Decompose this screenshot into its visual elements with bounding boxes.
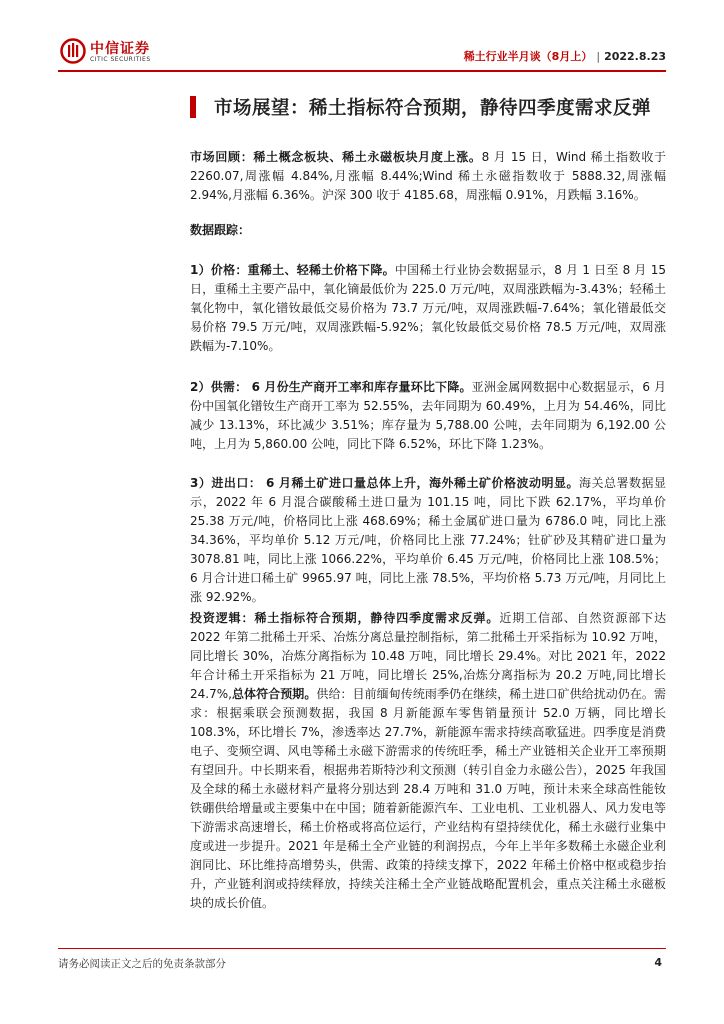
- supply-demand-body: 亚洲金属网数据中心数据显示，6 月份中国氧化镨钕生产商开工率为 52.55%，去年同期为 60.49%，上月为 54.46%，同比减少 13.13%，环比减少 3.51%；库存量为 5,788.00 公吨，去年同期为 6,192.00 公吨，上月为 5,860.00 公吨，同比下降 6.52%，环比下降 1.23%。: [190, 380, 667, 451]
- header-separator: |: [596, 50, 601, 63]
- report-date: 2022.8.23: [604, 50, 666, 63]
- footer-divider: [58, 948, 666, 949]
- disclaimer-note: 请务必阅读正文之后的免责条款部分: [58, 958, 226, 970]
- market-review-lead: 市场回顾：稀土概念板块、稀土永磁板块月度上涨。: [190, 150, 482, 164]
- logo-english-name: CITIC SECURITIES: [90, 56, 151, 63]
- header-info: [464, 48, 666, 64]
- investment-logic-body-2: 供给：目前缅甸传统雨季仍在继续，稀土进口矿供给扰动仍在。需求：根据乘联会预测数据，我国 8 月新能源车零售销量预计 52.0 万辆，同比增长 108.3%，环比增长 7%，渗透率达 27.7%，新能源车需求持续高歌猛进。四季度是消费电子、变频空调、风电等稀土永磁下游需求的传统旺季，稀土产业链相关企业开工率预期有望回升。中长期来看，根据弗若斯特沙利文预测（转引自金力永磁公告），2025 年我国及全球的稀土永磁材料产量将分别达到 28.4 万吨和 31.0 万吨，预计未来全球高性能钕铁硼供给增量或主要集中在中国；随着新能源汽车、工业电机、工业机器人、风力发电等下游需求高速增长，稀土价格或将高位运行，产业结构有望持续优化，稀土永磁行业集中度或进一步提升。2021 年是稀土全产业链的利润拐点，今年上半年多数稀土永磁企业利润同比、环比维持高增势头，供需、政策的持续支撑下，2022 年稀土价格中枢或稳步抬升，产业链利润或持续释放，持续关注稀土全产业链战略配置机会，重点关注稀土永磁板块的成长价值。: [190, 687, 666, 910]
- data-tracking-label: 数据跟踪：: [190, 223, 251, 237]
- investment-logic-body-1: 近期工信部、自然资源部下达 2022 年第二批稀土开采、冶炼分离总量控制指标，第二批稀土开采指标为 10.92 万吨，同比增长 30%，冶炼分离指标为 10.48 万吨，同比增长 29.4%。对比 2021 年，2022 年合计稀土开采指标为 21 万吨，同比增长 25%,冶炼分离指标为 20.2 万吨,同比增长 24.7%,: [190, 611, 666, 701]
- market-review-paragraph: [190, 148, 666, 205]
- logo-chinese-name: 中信证券: [90, 41, 150, 57]
- citic-logo-icon: [60, 38, 86, 64]
- investment-logic-paragraph: [190, 609, 666, 913]
- page-number: 4: [654, 956, 662, 969]
- price-paragraph: [190, 261, 666, 356]
- section-title: 市场展望：稀土指标符合预期，静待四季度需求反弹: [214, 98, 652, 119]
- supply-demand-paragraph: [190, 378, 666, 454]
- import-export-body: 海关总署数据显示，2022 年 6 月混合碳酸稀土进口量为 101.15 吨，同比下跌 62.17%，平均单价 25.38 万元/吨，价格同比上涨 468.69%；稀土金属矿进口量为 6786.0 吨，同比上涨 34.36%，平均单价 5.12 万元/吨，价格同比上涨 77.24%；钍矿砂及其精矿进口量为 3078.81 吨，同比上涨 1066.22%，平均单价 6.45 万元/吨，价格同比上涨 108.5%；6 月合计进口稀土矿 9965.97 吨，同比上涨 78.5%，平均价格 5.73 万元/吨，月同比上涨 92.92%。: [190, 476, 666, 604]
- header-divider: [58, 70, 666, 72]
- company-logo: [58, 36, 168, 70]
- import-export-paragraph: [190, 474, 666, 607]
- import-export-lead: 3）进出口： 6 月稀土矿进口量总体上升，海外稀土矿价格波动明显。: [190, 476, 579, 490]
- investment-logic-lead: 投资逻辑：稀土指标符合预期，静待四季度需求反弹。: [190, 611, 500, 625]
- market-review-body: 8 月 15 日，Wind 稀土指数收于 2260.07,周涨幅 4.84%,月涨幅 8.44%;Wind 稀土永磁指数收于 5888.32,周涨幅 2.94%,月涨幅 6.36%。沪深 300 收于 4185.68，周涨幅 0.91%，月跌幅 3.16%。: [190, 150, 666, 202]
- report-series: 稀土行业半月谈（8月上）: [463, 50, 593, 63]
- page-footer: [58, 948, 666, 970]
- supply-demand-lead: 2）供需： 6 月份生产商开工率和库存量环比下降。: [190, 380, 472, 394]
- section-marker: [190, 96, 196, 118]
- price-body: 中国稀土行业协会数据显示，8 月 1 日至 8 月 15 日，重稀土主要产品中，氧化镝最低价为 225.0 万元/吨，双周涨跌幅为-3.43%；轻稀土氧化物中，氧化镨钕最低交易价格为 73.7 万元/吨，双周涨跌幅-7.64%；氧化镨最低交易价格 79.5 万元/吨，双周涨跌幅-5.92%；氧化钕最低交易价格 78.5 万元/吨，双周涨跌幅为-7.10%。: [190, 263, 667, 353]
- page-header: [58, 30, 666, 72]
- price-lead: 1）价格：重稀土、轻稀土价格下降。: [190, 263, 395, 277]
- investment-logic-highlight: 总体符合预期。: [231, 687, 317, 701]
